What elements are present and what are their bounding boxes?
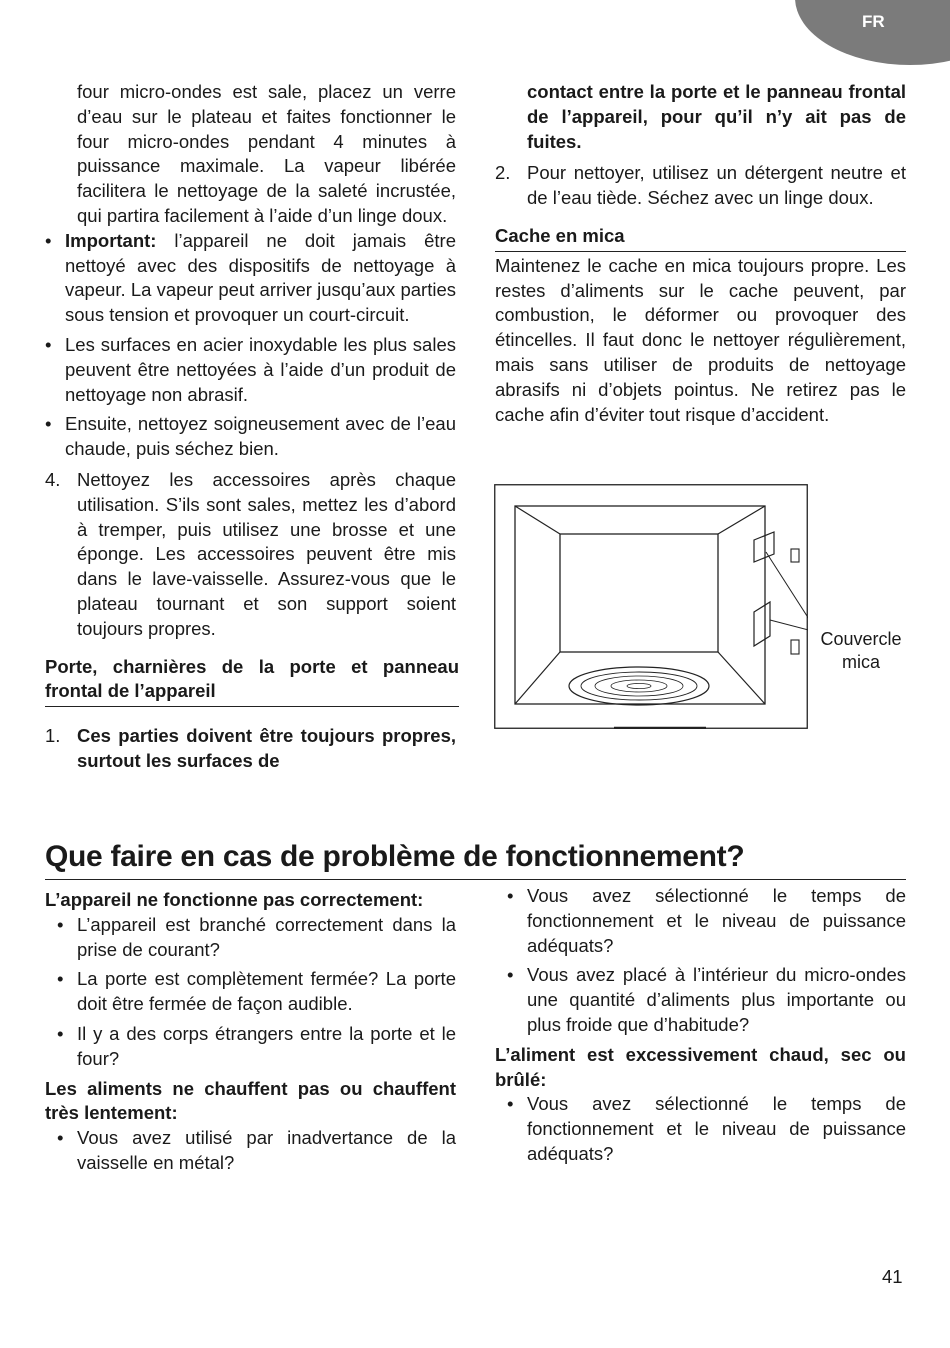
bullet-icon: •	[507, 1093, 514, 1115]
bullet-icon: •	[57, 1022, 64, 1044]
list-item-inox: • Les surfaces en acier inoxydable les plus sales peuvent être nettoyées à l’aide d’un produit de nettoyage non abrasif.	[45, 333, 456, 405]
bullet-icon: •	[45, 413, 52, 435]
important-label: Important:	[65, 229, 157, 251]
q2-item: • Vous avez placé à l’intérieur du micro-ondes une quantité d’aliments plus importante ou plus froide que d’habitude?	[507, 964, 906, 1035]
paragraph-continued: four micro-ondes est sale, placez un verre d’eau sur le plateau et faites fonctionner le four micro-ondes pendant 4 minutes à puissance maximale. La vapeur libérée facilitera le nettoyage de la saleté incrustée, qui partira facilement à l’aide d’un linge doux.	[77, 81, 456, 226]
turntable-outer	[569, 667, 709, 705]
page-number: 41	[882, 1266, 903, 1287]
section-heading-door: Porte, charnières de la porte et panneau frontal de l’appareil	[45, 655, 459, 708]
bullet-icon: •	[45, 333, 52, 355]
numbered-item-1: 1. Ces parties doivent être toujours propres, surtout les surfaces de	[45, 725, 456, 771]
cavity-outer	[515, 506, 765, 704]
numbered-item-2: 2. Pour nettoyer, utilisez un détergent neutre et de l’eau tiède. Séchez avec un linge doux.	[495, 162, 906, 209]
section-title-troubleshooting: Que faire en cas de problème de fonctionnement?	[45, 838, 906, 880]
mica-cover-upper	[754, 532, 774, 562]
callout-line-upper	[766, 552, 808, 630]
q2-item: • Vous avez sélectionné le temps de fonctionnement et le niveau de puissance adéquats?	[507, 885, 906, 956]
important-text: l’appareil ne doit jamais être nettoyé avec des dispositifs de nettoyage à vapeur. La vapeur peut arriver jusqu’aux parties sous tension et provoquer un court-circuit.	[65, 229, 456, 326]
list-item-important	[45, 229, 456, 328]
mica-cover-lower	[754, 602, 770, 646]
bullet-icon: •	[45, 229, 52, 251]
bullet-icon: •	[507, 964, 514, 986]
mica-paragraph: Maintenez le cache en mica toujours propre. Les restes d’aliments sur le cache peuvent, par combustion, le déformer ou provoquer des étincelles. Il faut donc le nettoyer régulièrement, mais sans utiliser de produits de nettoyage abrasifs ni d’objets pointus. Ne retirez pas le cache afin d’éviter tout risque d’accident.	[495, 254, 906, 425]
item1-continued: contact entre la porte et le panneau frontal de l’appareil, pour qu’il n’y ait pas de fuites.	[527, 81, 906, 152]
language-label: FR	[862, 12, 885, 31]
bullet-icon: •	[57, 968, 64, 990]
trouble-left-column	[45, 888, 456, 1176]
figure-label: Couvercle mica	[816, 628, 906, 674]
language-tab	[795, 0, 950, 65]
cavity-back-wall	[560, 534, 718, 652]
right-column	[495, 80, 906, 427]
item-number: 4.	[45, 468, 61, 490]
left-column	[45, 80, 459, 774]
callout-line-lower	[770, 620, 808, 632]
q2-item: • Vous avez utilisé par inadvertance de la vaisselle en métal?	[57, 1127, 456, 1173]
numbered-item-4: 4. Nettoyez les accessoires après chaque utilisation. S’ils sont sales, mettez les d’abord à tremper, puis utilisez une brosse et une éponge. Les accessoires peuvent être mis dans le lave-vaisselle. Assurez-vous que le plateau tournant et son support soient toujours propres.	[45, 468, 456, 639]
item-number: 2.	[495, 162, 511, 184]
door-latch-upper	[791, 549, 799, 562]
bullet-icon: •	[57, 913, 64, 935]
door-latch-lower	[791, 640, 799, 654]
q1-item: • La porte est complètement fermée? La porte doit être fermée de façon audible.	[57, 968, 456, 1015]
q1-item: • L’appareil est branché correctement dans la prise de courant?	[57, 913, 456, 960]
microwave-mica-figure	[494, 484, 808, 729]
section-heading-mica: Cache en mica	[495, 224, 906, 252]
bullet-icon: •	[507, 885, 514, 906]
trouble-right-column	[495, 884, 906, 1167]
q3-item: • Vous avez sélectionné le temps de fonctionnement et le niveau de puissance adéquats?	[507, 1093, 906, 1164]
bullet-icon: •	[57, 1127, 64, 1149]
list-item-ensuite: • Ensuite, nettoyez soigneusement avec de l’eau chaude, puis séchez bien.	[45, 413, 456, 460]
q2-heading: Les aliments ne chauffent pas ou chauffent très lentement:	[45, 1077, 456, 1124]
q1-heading: L’appareil ne fonctionne pas correctement:	[45, 889, 424, 910]
item-number: 1.	[45, 725, 61, 747]
q1-item: • Il y a des corps étrangers entre la porte et le four?	[57, 1022, 456, 1069]
q3-heading: L’aliment est excessivement chaud, sec ou brûlé:	[495, 1043, 906, 1090]
